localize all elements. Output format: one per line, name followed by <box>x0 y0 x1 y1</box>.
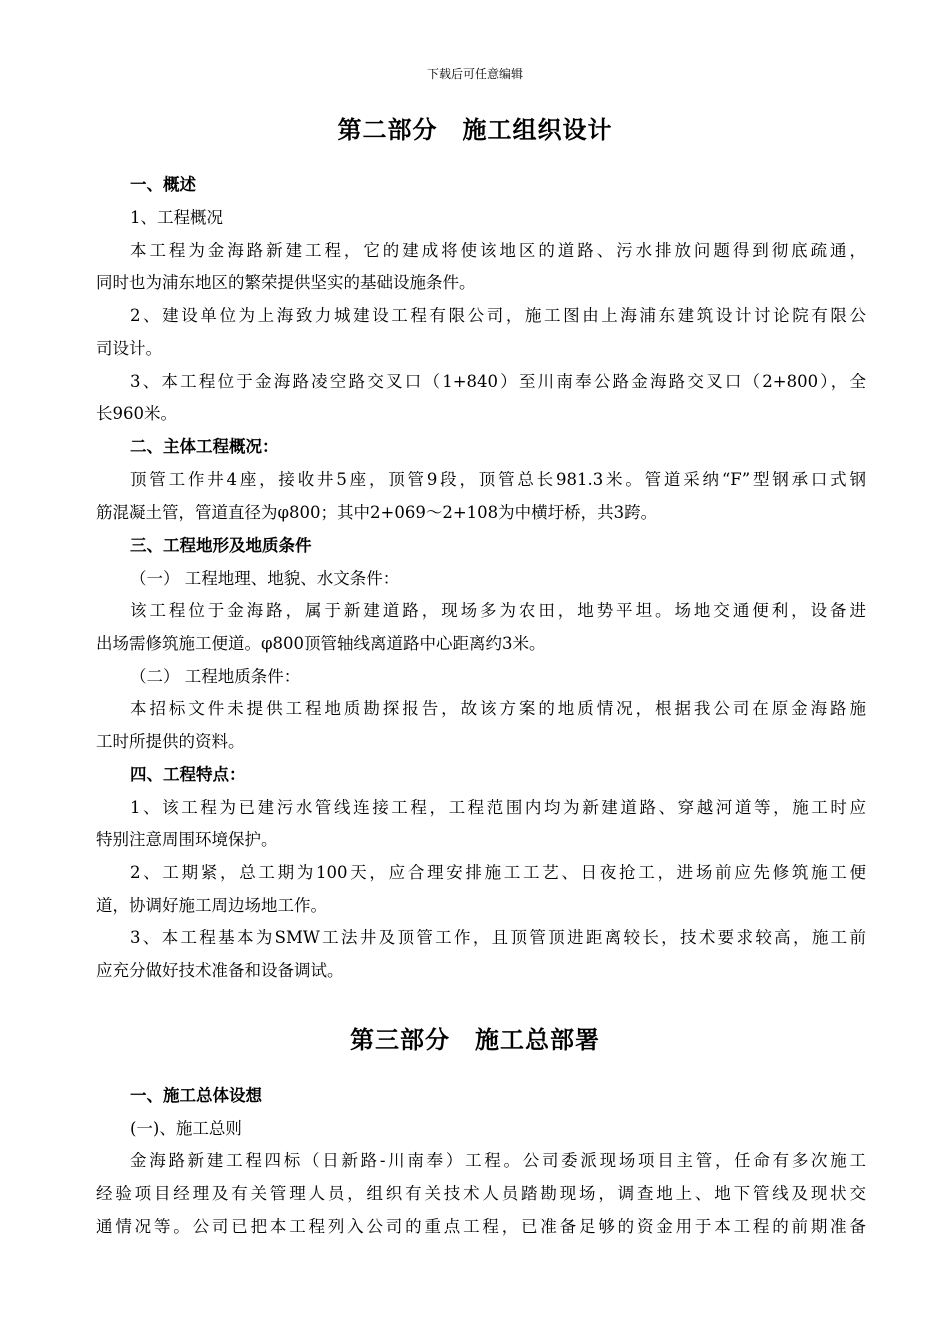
paragraph-line: 3、本工程位于金海路凌空路交叉口（1+840）至川南奉公路金海路交叉口（2+800），全 <box>130 372 866 391</box>
overall-plan-heading: 一、施工总体设想 <box>130 1086 262 1105</box>
paragraph-line: 本工程为金海路新建工程，它的建成将使该地区的道路、污水排放问题得到彻底疏通， <box>130 241 866 260</box>
paragraph-line: 本招标文件未提供工程地质勘探报告，故该方案的地质情况，根据我公司在原金海路施 <box>130 699 866 718</box>
paragraph-line: 2、建设单位为上海致力城建设工程有限公司，施工图由上海浦东建筑设计讨论院有限公 <box>130 306 866 325</box>
paragraph-line: 3、本工程基本为SMW工法井及顶管工作，且顶管顶进距离较长，技术要求较高，施工前 <box>130 928 866 947</box>
paragraph-line: 特别注意周围环境保护。 <box>96 830 278 849</box>
section-2-title: 第二部分 施工组织设计 <box>337 116 613 144</box>
terrain-heading: 三、工程地形及地质条件 <box>130 536 312 555</box>
paragraph-line: 道，协调好施工周边场地工作。 <box>96 896 327 915</box>
overview-heading: 一、概述 <box>130 175 196 194</box>
general-principles-subheading: (一)、施工总则 <box>130 1119 242 1138</box>
paragraph-line: 工时所提供的资料。 <box>96 732 245 751</box>
paragraph-line: 应充分做好技术准备和设备调试。 <box>96 961 344 980</box>
main-works-heading: 二、主体工程概况： <box>130 437 279 456</box>
paragraph-line: 该工程位于金海路，属于新建道路，现场多为农田，地势平坦。场地交通便利，设备进 <box>130 601 866 620</box>
paragraph-line: 长960米。 <box>96 404 177 423</box>
paragraph-line: 同时也为浦东地区的繁荣提供坚实的基础设施条件。 <box>96 273 476 292</box>
paragraph-line: 筋混凝土管，管道直径为φ800；其中2+069～2+108为中横圩桥，共3跨。 <box>96 503 658 522</box>
header-note: 下载后可任意编辑 <box>426 67 523 81</box>
overview-subheading: 1、工程概况 <box>130 208 223 227</box>
paragraph-line: 司设计。 <box>96 339 162 358</box>
paragraph-line: 顶管工作井4座，接收井5座，顶管9段，顶管总长981.3米。管道采纳“F”型钢承口式钢 <box>130 470 866 489</box>
paragraph-line: 出场需修筑施工便道。φ800顶管轴线离道路中心距离约3米。 <box>96 634 546 653</box>
paragraph-line: 1、该工程为已建污水管线连接工程，工程范围内均为新建道路、穿越河道等，施工时应 <box>130 798 866 817</box>
terrain-subheading-2: （二） 工程地质条件： <box>130 667 301 686</box>
paragraph-line: 经验项目经理及有关管理人员，组织有关技术人员踏勘现场，调查地上、地下管线及现状交 <box>96 1184 866 1203</box>
paragraph-line: 通情况等。公司已把本工程列入公司的重点工程，已准备足够的资金用于本工程的前期准备 <box>96 1217 866 1236</box>
features-heading: 四、工程特点： <box>130 765 246 784</box>
terrain-subheading-1: （一） 工程地理、地貌、水文条件： <box>130 569 400 588</box>
paragraph-line: 2、工期紧，总工期为100天，应合理安排施工工艺、日夜抢工，进场前应先修筑施工便 <box>130 863 866 882</box>
paragraph-line: 金海路新建工程四标（日新路-川南奉）工程。公司委派现场项目主管，任命有多次施工 <box>130 1151 866 1170</box>
section-3-title: 第三部分 施工总部署 <box>350 1026 600 1054</box>
